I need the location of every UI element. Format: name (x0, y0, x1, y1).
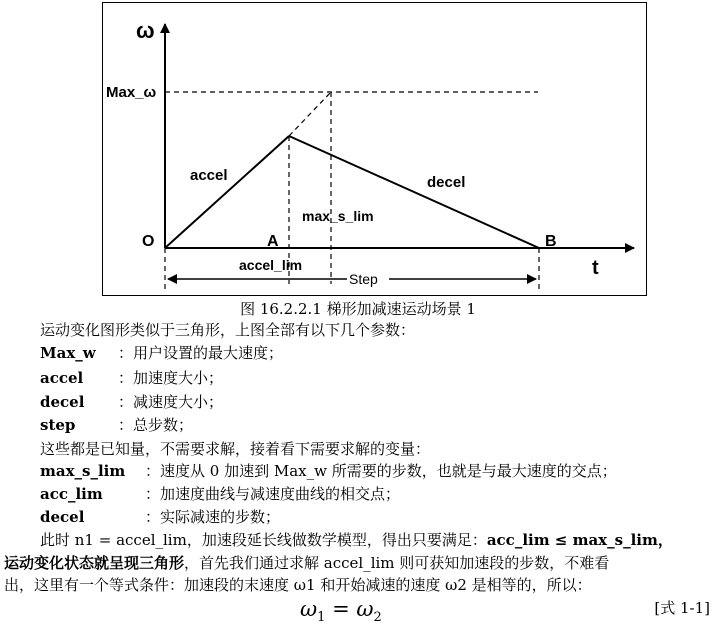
param-term: step (40, 416, 76, 434)
variable-desc: ：实际减速的步数； (145, 508, 281, 526)
param-desc: ：加速度大小； (118, 369, 224, 387)
a-label: A (267, 233, 279, 250)
motion-diagram-svg (102, 2, 647, 296)
paragraph-text: ，首先我们通过求解 accel_lim 则可获知加速段的步数，不难看 (184, 554, 610, 572)
equation-equals: = (325, 597, 357, 621)
accel-lim-label: accel_lim (239, 257, 303, 273)
param-desc: ：总步数； (118, 416, 194, 434)
figure-caption: 图 16.2.2.1 梯形加减速运动场景 1 (240, 300, 476, 318)
equation-rhs-sub: 2 (373, 610, 382, 626)
param-term: decel (40, 393, 85, 411)
equation-1-1 (0, 596, 716, 626)
paragraph-bold-condition: acc_lim ≤ max_s_lim， (486, 531, 673, 549)
paragraph-text: 此时 n1 = accel_lim，加速段延长线做数学模型，得出只要满足： (40, 531, 487, 549)
param-desc: ：减速度大小； (118, 393, 224, 411)
origin-label: O (142, 233, 155, 250)
equation-lhs-sub: 1 (317, 610, 326, 626)
known-line: 这些都是已知量，不需要求解，接着看下需要求解的变量： (40, 440, 431, 458)
param-term: accel (40, 369, 84, 387)
equation-lhs: ω (300, 597, 318, 621)
step-label: Step (349, 271, 378, 287)
trapezoid-motion-figure (102, 2, 647, 296)
accel-line (165, 136, 289, 248)
decel-line (289, 136, 539, 248)
max-omega-label: Max_ω (106, 84, 157, 101)
variable-term: acc_lim (40, 485, 103, 503)
paragraph-line-1 (0, 530, 673, 550)
equation-tag: [式 1-1] (654, 599, 710, 617)
b-label: B (545, 233, 557, 250)
paragraph-line-2 (4, 553, 609, 573)
max-s-lim-label: max_s_lim (302, 208, 374, 224)
param-term: Max_w (40, 344, 96, 362)
variable-term: max_s_lim (40, 462, 126, 480)
figure-border (103, 3, 647, 296)
omega-axis-label: ω (136, 18, 155, 43)
equation-expression (300, 596, 382, 631)
t-axis-label: t (592, 257, 599, 279)
paragraph-bold-statement: 运动变化状态就呈现三角形 (4, 554, 185, 572)
param-desc: ：用户设置的最大速度； (118, 344, 284, 362)
variable-desc: ：速度从 0 加速到 Max_w 所需要的步数，也就是与最大速度的交点； (145, 462, 617, 480)
paragraph-line-3: 出，这里有一个等式条件：加速段的末速度 ω1 和开始减速的速度 ω2 是相等的，所以： (4, 576, 592, 594)
accel-extension-line (289, 92, 331, 136)
variable-desc: ：加速度曲线与减速度曲线的相交点； (145, 485, 401, 503)
decel-label: decel (427, 174, 466, 191)
intro-line: 运动变化图形类似于三角形，上图全部有以下几个参数： (40, 321, 416, 339)
accel-label: accel (190, 167, 228, 184)
equation-rhs: ω (356, 597, 374, 621)
variable-term: decel (40, 508, 85, 526)
